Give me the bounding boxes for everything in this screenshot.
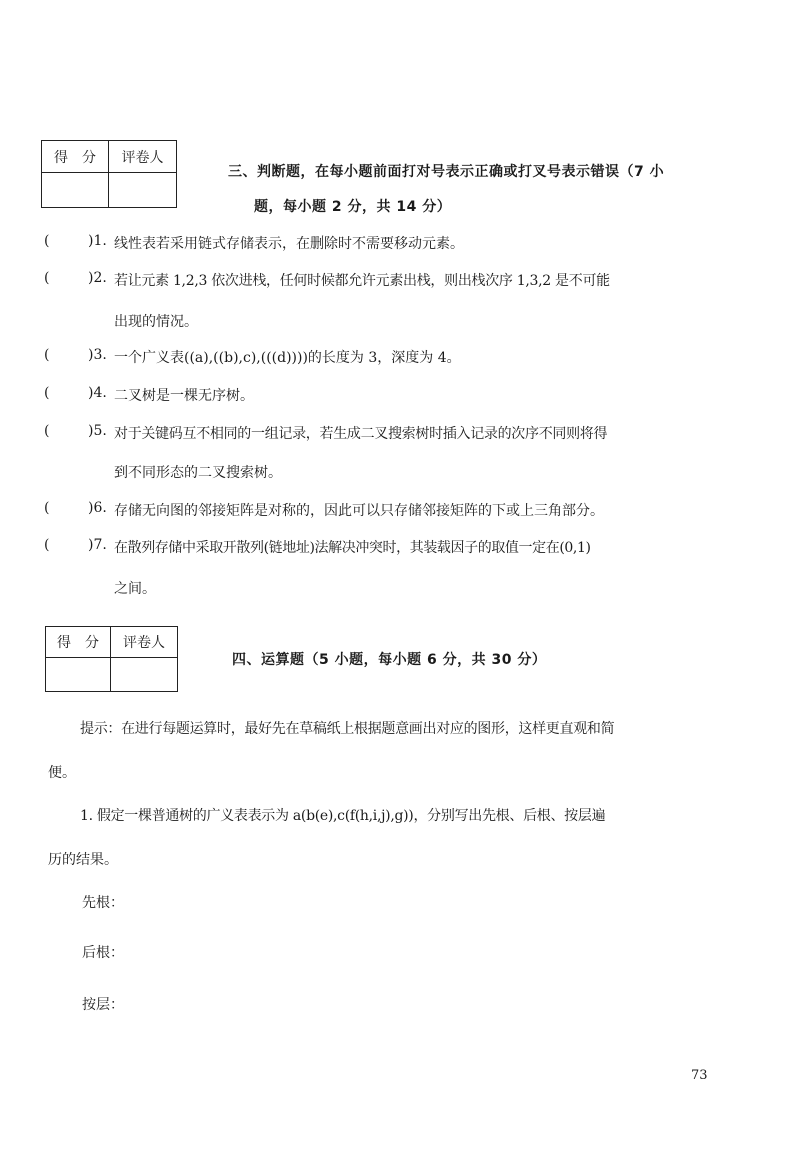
score-header: 得 分: [46, 627, 111, 658]
answer-paren: (: [44, 537, 50, 553]
answer-paren: (: [44, 233, 50, 249]
page-number: 73: [691, 1068, 708, 1083]
grader-cell: [111, 658, 178, 692]
score-box-1: [41, 140, 177, 208]
question-text: 二叉树是一棵无序树。: [114, 388, 254, 404]
question-text: 一个广义表((a),((b),c),(((d))))的长度为 3，深度为 4。: [114, 350, 461, 366]
score-box-2: [45, 626, 178, 692]
question-text: 若让元素 1,2,3 依次进栈，任何时候都允许元素出栈，则出栈次序 1,3,2 是不可能: [114, 273, 610, 289]
question-number: )2.: [88, 270, 107, 286]
score-cell: [46, 658, 111, 692]
question-text: 在散列存储中采取开散列(链地址)法解决冲突时，其装载因子的取值一定在(0,1): [114, 540, 591, 556]
section3-title-line1: 三、判断题，在每小题前面打对号表示正确或打叉号表示错误（7 小: [228, 164, 665, 180]
q1-line2: 历的结果。: [48, 852, 118, 868]
preorder-label: 先根：: [82, 895, 124, 911]
section3-title-line2: 题，每小题 2 分，共 14 分）: [254, 199, 452, 215]
question-number: )3.: [88, 347, 107, 363]
question-text-cont: 到不同形态的二叉搜索树。: [114, 465, 282, 481]
hint-line2: 便。: [48, 765, 76, 781]
grader-header: 评卷人: [111, 627, 178, 658]
question-number: )5.: [88, 423, 107, 439]
grader-header: 评卷人: [109, 141, 177, 173]
answer-paren: (: [44, 385, 50, 401]
answer-paren: (: [44, 347, 50, 363]
answer-paren: (: [44, 423, 50, 439]
levelorder-label: 按层：: [82, 997, 124, 1013]
q1-line1: 1. 假定一棵普通树的广义表表示为 a(b(e),c(f(h,i,j),g))，分别写出先根、后根、按层遍: [80, 808, 606, 824]
hint-line1: 提示：在进行每题运算时，最好先在草稿纸上根据题意画出对应的图形，这样更直观和简: [80, 721, 615, 737]
question-text: 存储无向图的邻接矩阵是对称的，因此可以只存储邻接矩阵的下或上三角部分。: [114, 503, 604, 519]
question-number: )6.: [88, 500, 107, 516]
question-number: )4.: [88, 385, 107, 401]
question-number: )1.: [88, 233, 107, 249]
question-text-cont: 出现的情况。: [114, 314, 198, 330]
answer-paren: (: [44, 270, 50, 286]
section4-title: 四、运算题（5 小题，每小题 6 分，共 30 分）: [232, 652, 547, 668]
score-cell: [42, 173, 109, 208]
grader-cell: [109, 173, 177, 208]
score-header: 得 分: [42, 141, 109, 173]
question-number: )7.: [88, 537, 107, 553]
postorder-label: 后根：: [82, 945, 124, 961]
answer-paren: (: [44, 500, 50, 516]
question-text-cont: 之间。: [114, 581, 156, 597]
question-text: 线性表若采用链式存储表示，在删除时不需要移动元素。: [114, 236, 464, 252]
question-text: 对于关键码互不相同的一组记录，若生成二叉搜索树时插入记录的次序不同则将得: [114, 426, 608, 442]
